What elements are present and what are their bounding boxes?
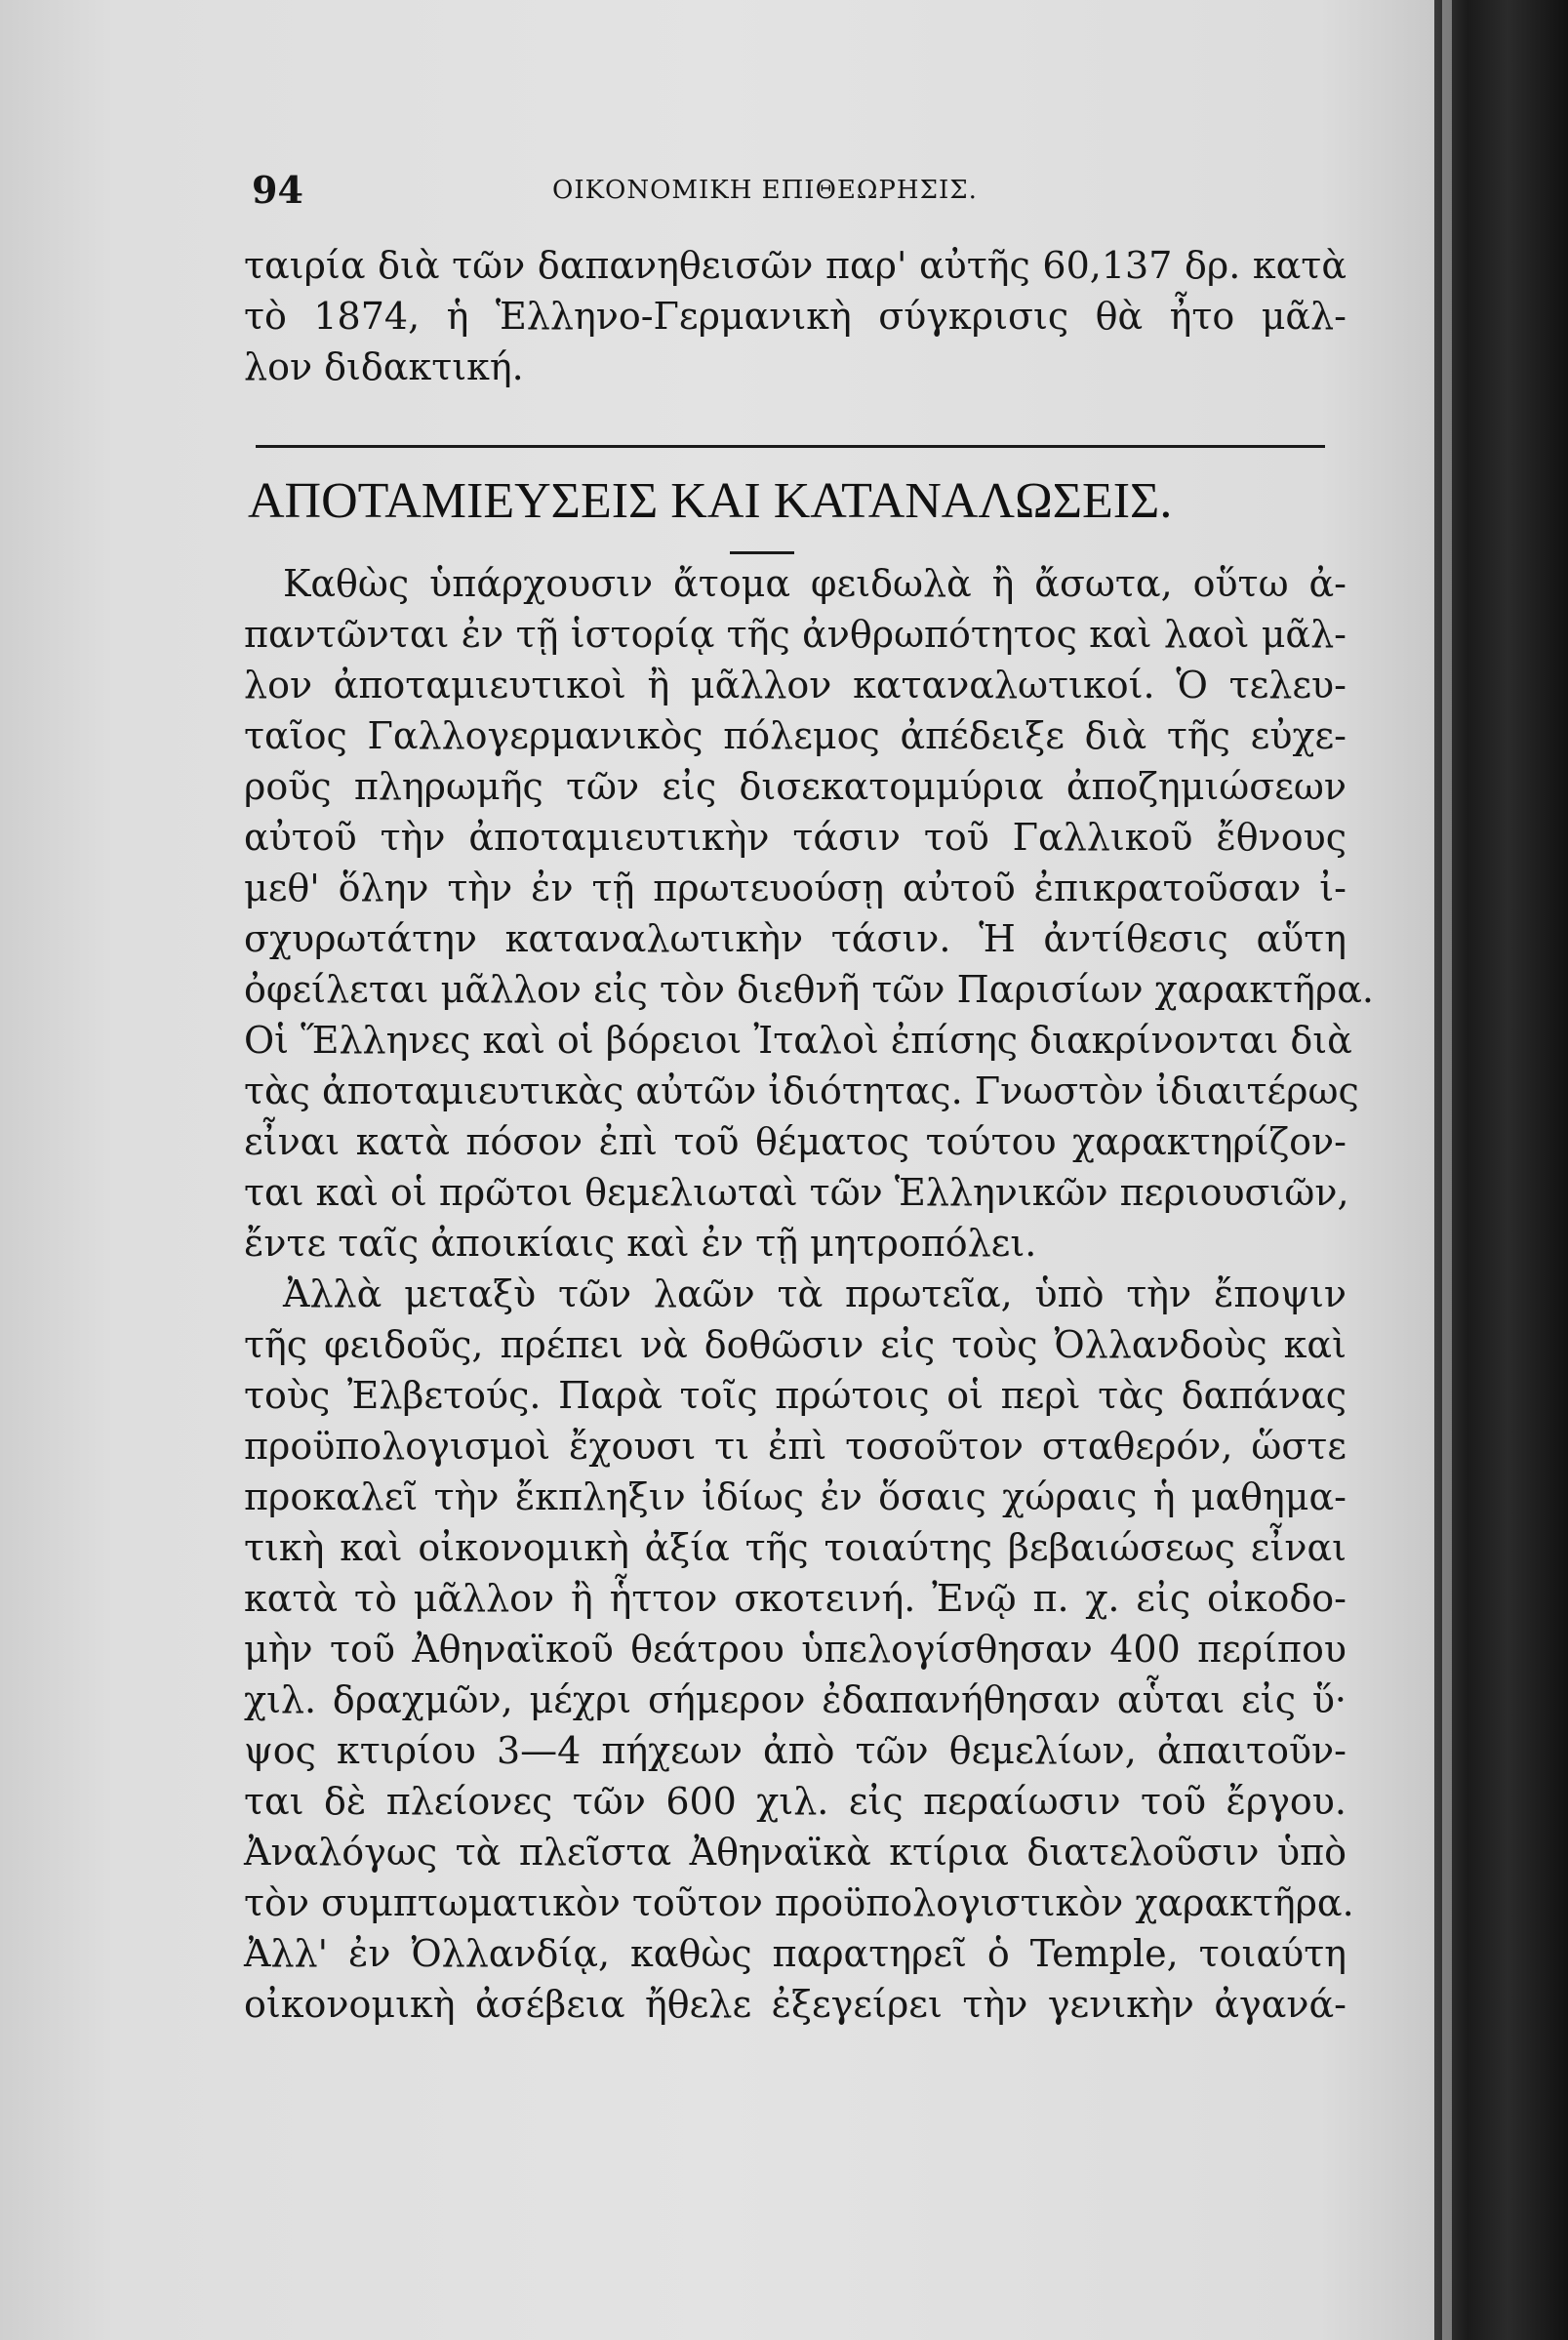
title-underline — [730, 551, 794, 554]
text-line: αὐτοῦ τὴν ἀποταμιευτικὴν τάσιν τοῦ Γαλλικοῦ ἔθνους — [244, 816, 1347, 859]
section-title: ΑΠΟΤΑΜΙΕΥΣΕΙΣ ΚΑΙ ΚΑΤΑΝΑΛΩΣΕΙΣ. — [248, 473, 1173, 529]
text-line: τὸν συμπτωματικὸν τοῦτον προϋπολογιστικὸν χαρακτῆρα. — [244, 1881, 1354, 1924]
text-line: εἶναι κατὰ πόσον ἐπὶ τοῦ θέματος τούτου χαρακτηρίζον- — [244, 1120, 1347, 1163]
text-line: τῆς φειδοῦς, πρέπει νὰ δοθῶσιν εἰς τοὺς Ὀλλανδοὺς καὶ — [244, 1323, 1347, 1366]
running-head: ΟΙΚΟΝΟΜΙΚΗ ΕΠΙΘΕΩΡΗΣΙΣ. — [552, 176, 978, 205]
page-header — [252, 168, 1325, 226]
text-line: λον διδακτική. — [244, 345, 524, 388]
page-number: 94 — [252, 168, 303, 212]
text-line: ταιρία διὰ τῶν δαπανηθεισῶν παρ' αὐτῆς 60,137 δρ. κατὰ — [244, 244, 1347, 287]
text-line: κατὰ τὸ μᾶλλον ἢ ἧττον σκοτεινή. Ἐνῷ π. χ. εἰς οἰκοδο- — [244, 1577, 1347, 1620]
page-edge — [1442, 0, 1452, 2340]
body-text — [244, 558, 1374, 2030]
text-line: Ἀναλόγως τὰ πλεῖστα Ἀθηναϊκὰ κτίρια διατελοῦσιν ὑπὸ — [244, 1831, 1347, 1874]
text-line: μεθ' ὅλην τὴν ἐν τῇ πρωτευούσῃ αὐτοῦ ἐπικρατοῦσαν ἰ- — [244, 867, 1347, 909]
text-line: Ἀλλὰ μεταξὺ τῶν λαῶν τὰ πρωτεῖα, ὑπὸ τὴν ἔποψιν — [283, 1272, 1347, 1315]
book-spine — [1434, 0, 1568, 2340]
text-line: Οἱ Ἕλληνες καὶ οἱ βόρειοι Ἰταλοὶ ἐπίσης διακρίνονται διὰ — [244, 1019, 1352, 1062]
text-line: τοὺς Ἐλβετούς. Παρὰ τοῖς πρώτοις οἱ περὶ τὰς δαπάνας — [244, 1374, 1347, 1417]
text-line: χιλ. δραχμῶν, μέχρι σήμερον ἐδαπανήθησαν αὗται εἰς ὕ· — [244, 1678, 1347, 1721]
text-line: Καθὼς ὑπάρχουσιν ἄτομα φειδωλὰ ἢ ἄσωτα, οὕτω ἀ- — [283, 562, 1347, 605]
text-line: παντῶνται ἐν τῇ ἱστορίᾳ τῆς ἀνθρωπότητος καὶ λαοὶ μᾶλ- — [244, 613, 1347, 656]
text-line: σχυρωτάτην καταναλωτικὴν τάσιν. Ἡ ἀντίθεσις αὕτη — [244, 917, 1347, 960]
text-line: μὴν τοῦ Ἀθηναϊκοῦ θεάτρου ὑπελογίσθησαν 400 περίπου — [244, 1628, 1347, 1671]
text-line: προκαλεῖ τὴν ἔκπληξιν ἰδίως ἐν ὅσαις χώραις ἡ μαθημα- — [244, 1475, 1347, 1518]
text-line: ροῦς πληρωμῆς τῶν εἰς δισεκατομμύρια ἀποζημιώσεων — [244, 765, 1347, 808]
intro-paragraph — [244, 240, 1347, 392]
text-line: τὰς ἀποταμιευτικὰς αὐτῶν ἰδιότητας. Γνωστὸν ἰδιαιτέρως — [244, 1069, 1359, 1112]
text-line: λον ἀποταμιευτικοὶ ἢ μᾶλλον καταναλωτικοί. Ὁ τελευ- — [244, 664, 1347, 706]
text-line: ὀφείλεται μᾶλλον εἰς τὸν διεθνῆ τῶν Παρισίων χαρακτῆρα. — [244, 968, 1374, 1011]
text-line: Ἀλλ' ἐν Ὀλλανδίᾳ, καθὼς παρατηρεῖ ὁ Temple, τοιαύτη — [244, 1932, 1347, 1975]
text-line: ἔντε ταῖς ἀποικίαις καὶ ἐν τῇ μητροπόλει. — [244, 1222, 1037, 1265]
text-line: ται δὲ πλείονες τῶν 600 χιλ. εἰς περαίωσιν τοῦ ἔργου. — [244, 1780, 1347, 1823]
text-line: οἰκονομικὴ ἀσέβεια ἤθελε ἐξεγείρει τὴν γενικὴν ἀγανά- — [244, 1983, 1347, 2026]
text-line: τὸ 1874, ἡ Ἑλληνο-Γερμανικὴ σύγκρισις θὰ ἦτο μᾶλ- — [244, 295, 1347, 338]
text-line: ταῖος Γαλλογερμανικὸς πόλεμος ἀπέδειξε διὰ τῆς εὐχε- — [244, 714, 1347, 757]
text-line: ψος κτιρίου 3—4 πήχεων ἀπὸ τῶν θεμελίων, ἀπαιτοῦν- — [244, 1729, 1347, 1772]
text-line: ται καὶ οἱ πρῶτοι θεμελιωταὶ τῶν Ἑλληνικῶν περιουσιῶν, — [244, 1171, 1349, 1214]
text-line: προϋπολογισμοὶ ἔχουσι τι ἐπὶ τοσοῦτον σταθερόν, ὥστε — [244, 1425, 1347, 1468]
section-divider — [256, 445, 1325, 448]
text-line: τικὴ καὶ οἰκονομικὴ ἀξία τῆς τοιαύτης βεβαιώσεως εἶναι — [244, 1526, 1347, 1569]
